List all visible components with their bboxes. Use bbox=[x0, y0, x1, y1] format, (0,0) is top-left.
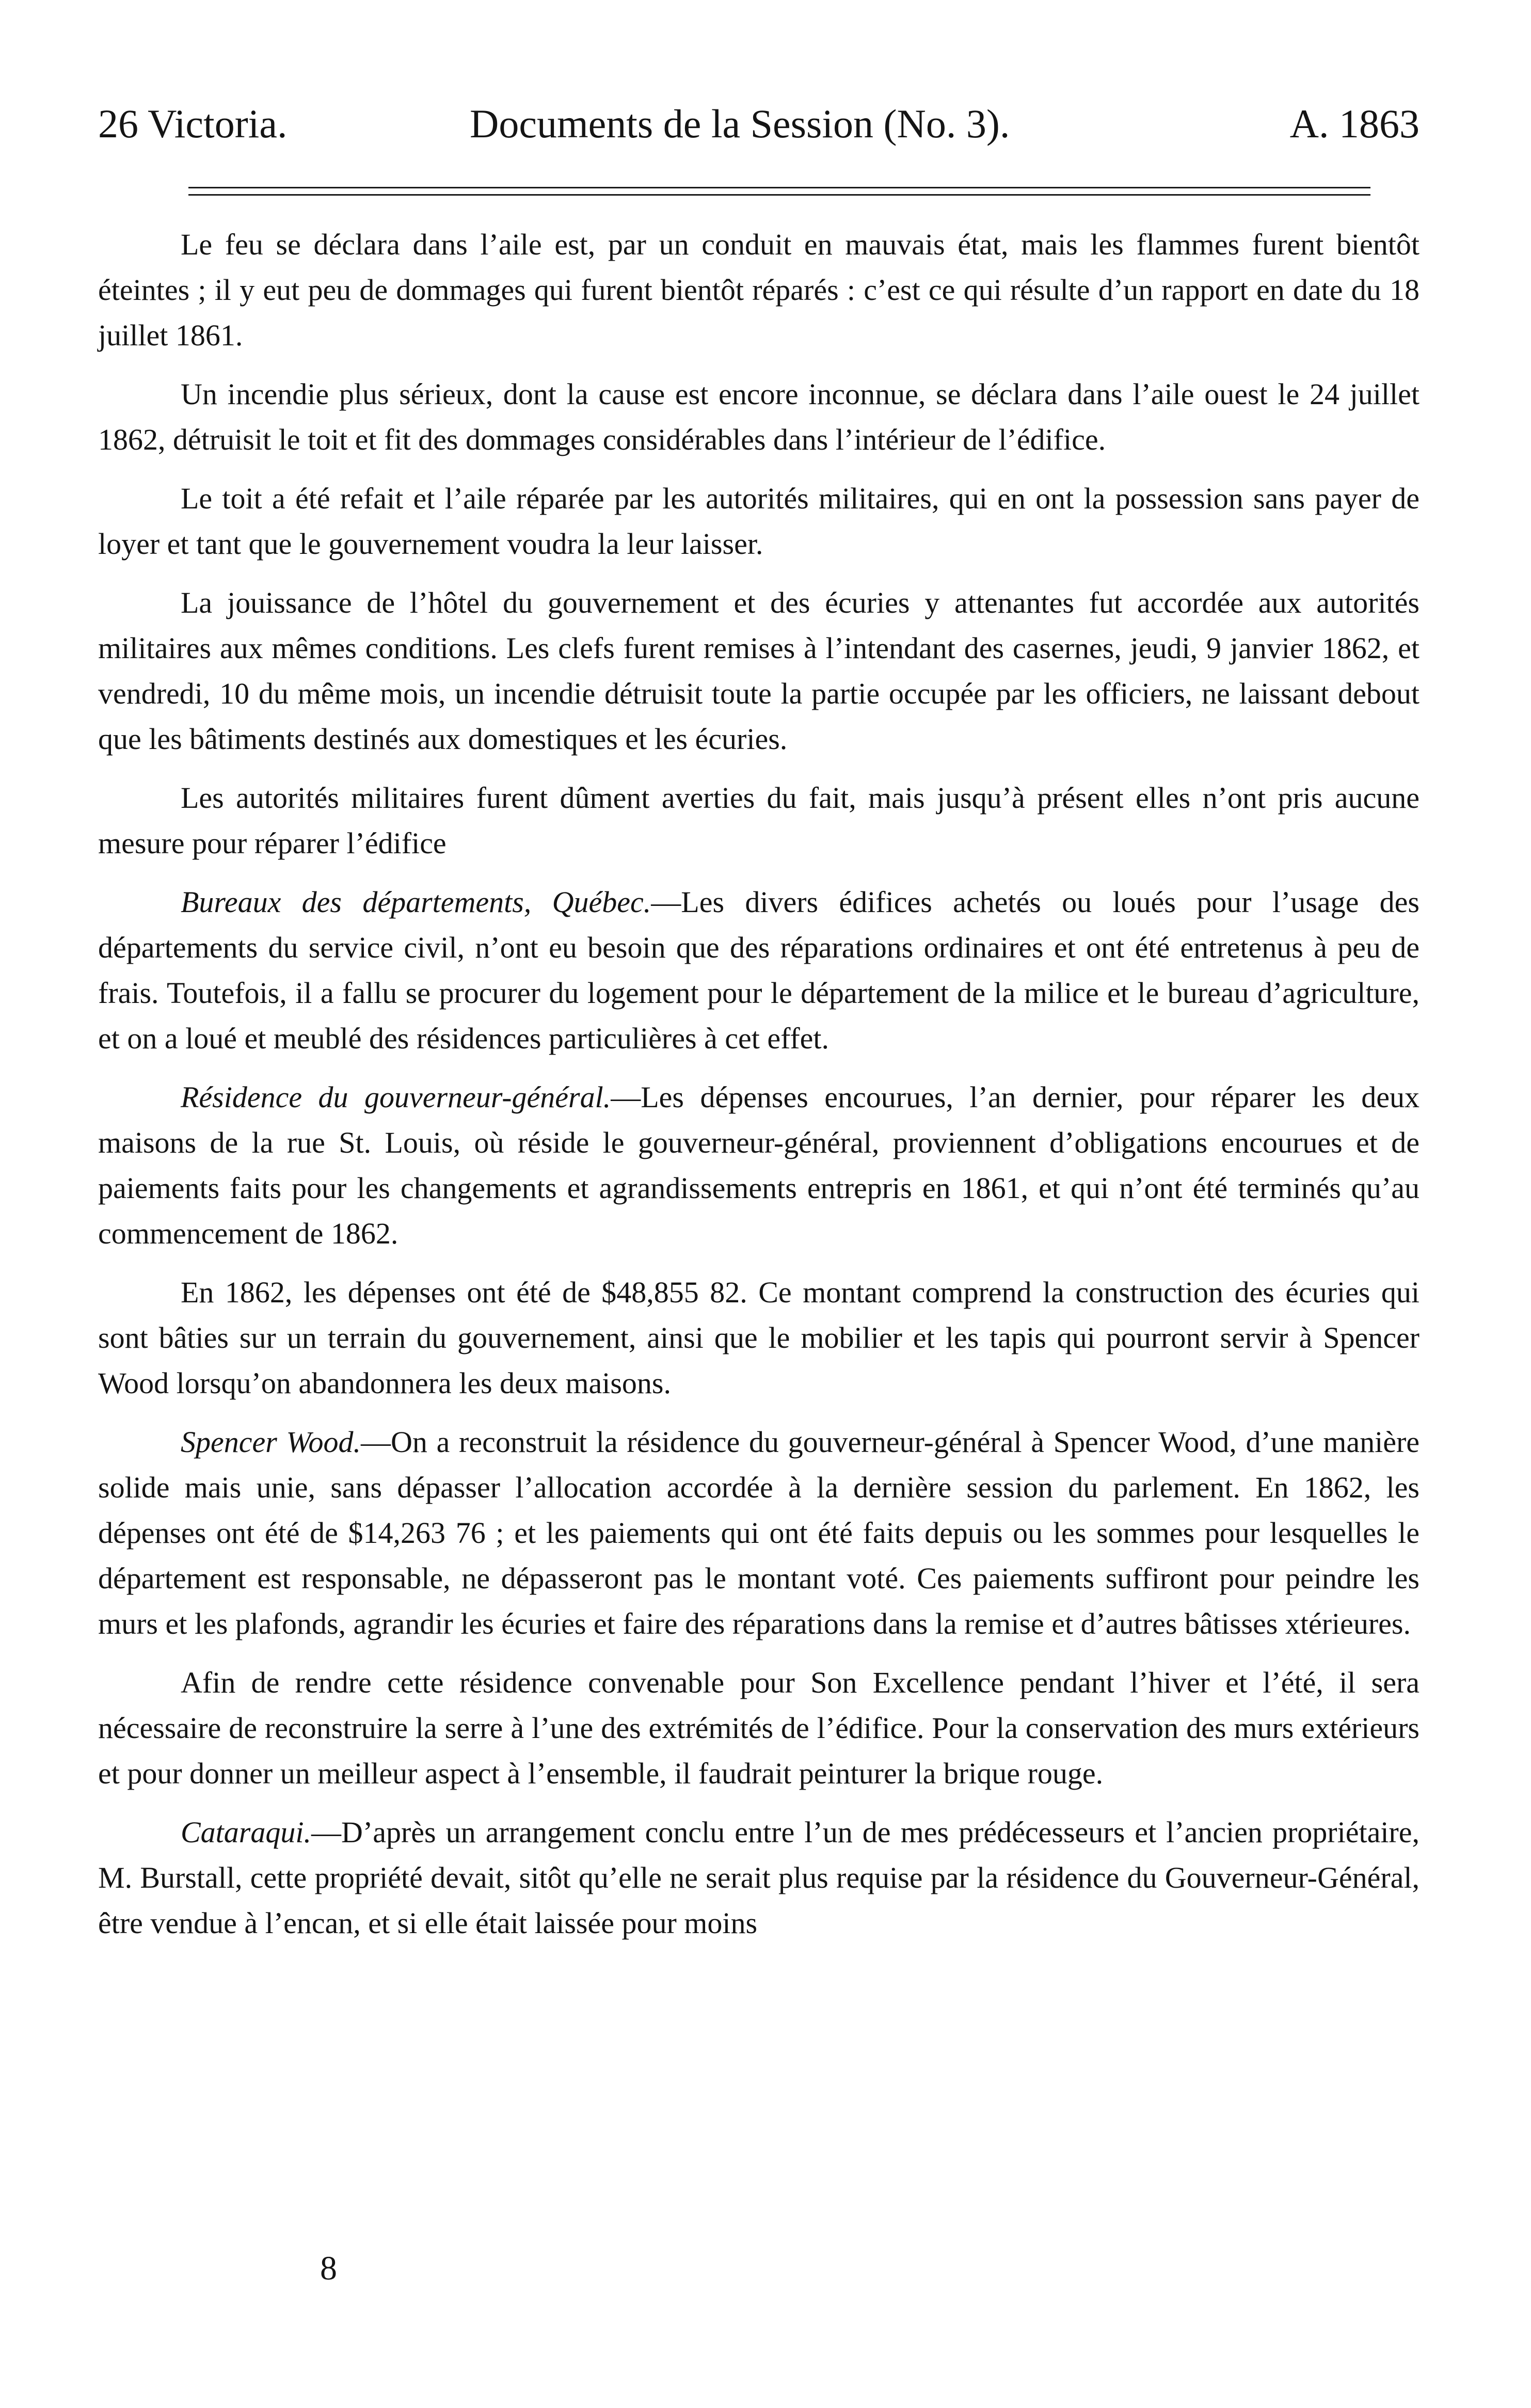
paragraph-text: —D’après un arrangement conclu entre l’un de mes prédécesseurs et l’ancien propriétaire, M. Burstall, cette propriété devait, sitôt qu’elle ne serait plus requise par la résidence du Gouverneur-Général, être vendue à l’encan, et si elle était laissée pour moins bbox=[98, 1815, 1420, 1940]
header-rule-bottom bbox=[188, 194, 1370, 196]
header-document-title: Documents de la Session (No. 3). bbox=[470, 101, 1010, 146]
paragraph-text: —Les dépenses encourues, l’an dernier, pour réparer les deux maisons de la rue St. Louis, où réside le gouverneur-général, proviennent d’obligations encourues et de paiements faits pour les changements et agrandissements entrepris en 1861, et qui n’ont été terminés qu’au commencement de 1862. bbox=[98, 1080, 1420, 1250]
paragraph-text: Le feu se déclara dans l’aile est, par un conduit en mauvais état, mais les flammes furent bientôt éteintes ; il y eut peu de dommages qui furent bientôt réparés : c’est ce qui résulte d’un rapport en date du 18 juillet 1861. bbox=[98, 228, 1420, 352]
header-rule-top bbox=[188, 187, 1370, 188]
paragraph-fire-east-wing bbox=[98, 222, 1420, 358]
paragraph-military-authorities bbox=[98, 775, 1420, 866]
body-text bbox=[98, 222, 1420, 1946]
paragraph-heading: Cataraqui. bbox=[181, 1815, 311, 1849]
paragraph-governor-residence bbox=[98, 1075, 1420, 1256]
paragraph-heading: Bureaux des départements, Québec. bbox=[181, 885, 651, 919]
paragraph-text: Les autorités militaires furent dûment averties du fait, mais jusqu’à présent elles n’ont pris aucune mesure pour réparer l’édifice bbox=[98, 781, 1420, 860]
paragraph-text: —Les divers édifices achetés ou loués pour l’usage des départements du service civil, n’ont eu besoin que des réparations ordinaires et ont été entretenus à peu de frais. Toutefois, il a fallu se procurer du logement pour le département de la milice et le bureau d’agriculture, et on a loué et meublé des résidences particulières à cet effet. bbox=[98, 885, 1420, 1055]
page-number: 8 bbox=[320, 2250, 337, 2287]
paragraph-fire-west-wing bbox=[98, 372, 1420, 463]
paragraph-spencer-wood bbox=[98, 1420, 1420, 1647]
running-header bbox=[98, 93, 1420, 155]
paragraph-residence-improvements bbox=[98, 1660, 1420, 1796]
paragraph-text: Un incendie plus sérieux, dont la cause est encore inconnue, se déclara dans l’aile ouest le 24 juillet 1862, détruisit le toit et fit des dommages considérables dans l’intérieur de l’édifice. bbox=[98, 377, 1420, 456]
header-year: A. 1863 bbox=[1289, 101, 1420, 146]
header-regnal-year: 26 Victoria. bbox=[98, 101, 288, 146]
paragraph-text: —On a reconstruit la résidence du gouverneur-général à Spencer Wood, d’une manière solide mais unie, sans dépasser l’allocation accordée à la dernière session du parlement. En 1862, les dépenses ont été de $14,263 76 ; et les paiements qui ont été faits depuis ou les sommes pour lesquelles le département est responsable, ne dépasseront pas le montant voté. Ces paiements suffiront pour peindre les murs et les plafonds, agrandir les écuries et faire des réparations dans la remise et d’autres bâtisses xtérieures. bbox=[98, 1425, 1420, 1640]
paragraph-government-house bbox=[98, 580, 1420, 762]
paragraph-text: En 1862, les dépenses ont été de $48,855 82. Ce montant comprend la construction des écuries qui sont bâties sur un terrain du gouvernement, ainsi que le mobilier et les tapis qui pourront servir à Spencer Wood lorsqu’on abandonnera les deux maisons. bbox=[98, 1275, 1420, 1400]
paragraph-heading: Résidence du gouverneur-général. bbox=[181, 1080, 611, 1114]
paragraph-text: Le toit a été refait et l’aile réparée par les autorités militaires, qui en ont la possession sans payer de loyer et tant que le gouvernement voudra la leur laisser. bbox=[98, 482, 1420, 561]
paragraph-heading: Spencer Wood. bbox=[181, 1425, 361, 1459]
paragraph-cataraqui bbox=[98, 1810, 1420, 1946]
paragraph-expenses-1862 bbox=[98, 1270, 1420, 1406]
paragraph-text: La jouissance de l’hôtel du gouvernement et des écuries y attenantes fut accordée aux autorités militaires aux mêmes conditions. Les clefs furent remises à l’intendant des casernes, jeudi, 9 janvier 1862, et vendredi, 10 du même mois, un incendie détruisit toute la partie occupée par les officiers, ne laissant debout que les bâtiments destinés aux domestiques et les écuries. bbox=[98, 586, 1420, 756]
paragraph-department-offices bbox=[98, 880, 1420, 1061]
paragraph-text: Afin de rendre cette résidence convenable pour Son Excellence pendant l’hiver et l’été, il sera nécessaire de reconstruire la serre à l’une des extrémités de l’édifice. Pour la conservation des murs extérieurs et pour donner un meilleur aspect à l’ensemble, il faudrait peinturer la brique rouge. bbox=[98, 1666, 1420, 1790]
paragraph-roof-repair bbox=[98, 476, 1420, 567]
